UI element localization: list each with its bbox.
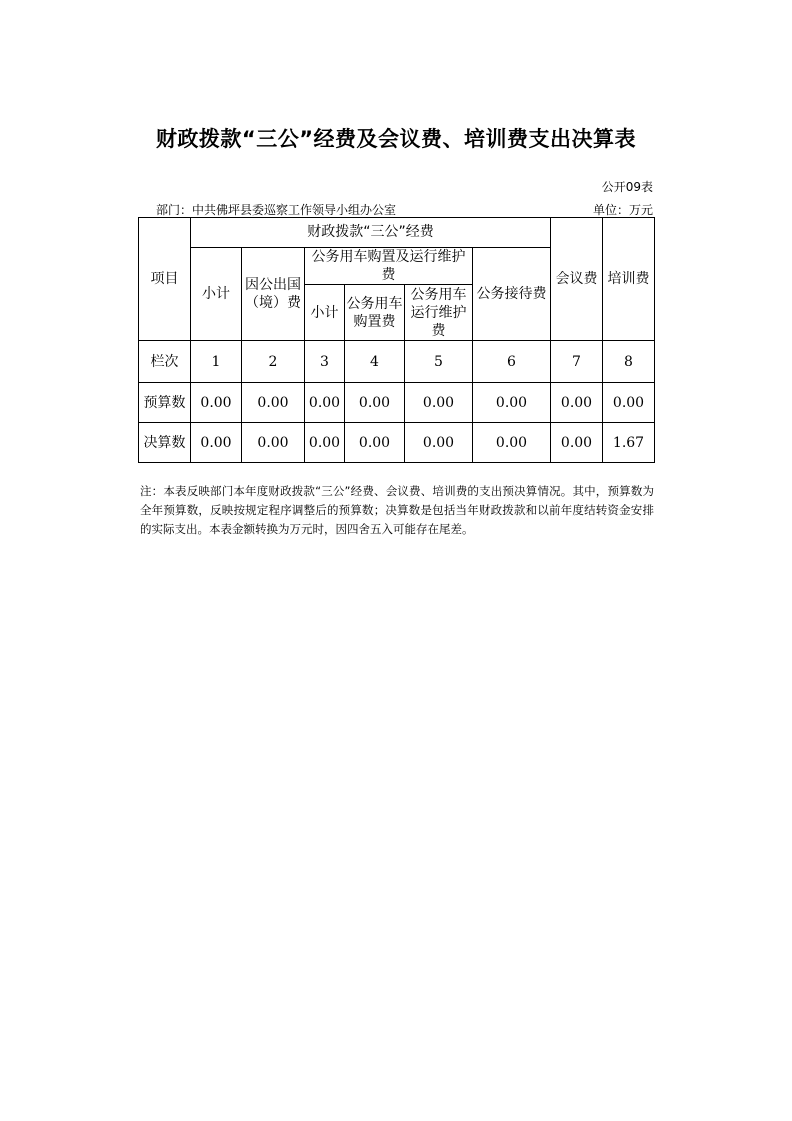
cell-value: 1.67 (603, 423, 655, 463)
cell-value: 0.00 (603, 383, 655, 423)
cell-value: 0.00 (305, 423, 345, 463)
cell-value: 0.00 (242, 423, 305, 463)
column-number: 1 (191, 341, 242, 383)
department-label: 部门：中共佛坪县委巡察工作领导小组办公室 (156, 203, 397, 217)
cell-value: 0.00 (551, 423, 603, 463)
cell-value: 0.00 (473, 383, 551, 423)
table-row (139, 383, 655, 423)
page-title: 财政拨款“三公”经费及会议费、培训费支出决算表 (155, 127, 637, 151)
unit-label: 单位：万元 (592, 203, 653, 217)
column-number: 4 (345, 341, 405, 383)
footnote: 注：本表反映部门本年度财政拨款“三公”经费、会议费、培训费的支出预决算情况。其中，预算数为全年预算数，反映按规定程序调整后的预算数；决算数是包括当年财政拨款和以前年度结转资金安排的实际支出。本表金额转换为万元时，因四舍五入可能存在尾差。 (140, 484, 654, 536)
cell-value: 0.00 (473, 423, 551, 463)
cell-value: 0.00 (305, 383, 345, 423)
form-code: 公开09表 (601, 180, 653, 194)
header-subtotal: 小计 (191, 248, 242, 341)
cell-value: 0.00 (405, 383, 473, 423)
expenditure-table (138, 217, 655, 463)
column-number: 8 (603, 341, 655, 383)
row-label: 决算数 (139, 423, 191, 463)
table-row (139, 423, 655, 463)
row-label: 栏次 (139, 341, 191, 383)
column-number: 5 (405, 341, 473, 383)
column-number: 7 (551, 341, 603, 383)
header-three-public: 财政拨款“三公”经费 (191, 218, 551, 248)
column-number: 3 (305, 341, 345, 383)
table-row (139, 341, 655, 383)
header-meeting: 会议费 (551, 218, 603, 341)
header-reception: 公务接待费 (473, 248, 551, 341)
cell-value: 0.00 (345, 423, 405, 463)
cell-value: 0.00 (345, 383, 405, 423)
header-vehicle-operation: 公务用车运行维护费 (405, 285, 473, 341)
cell-value: 0.00 (191, 423, 242, 463)
header-item: 项目 (139, 218, 191, 341)
column-number: 2 (242, 341, 305, 383)
column-number: 6 (473, 341, 551, 383)
header-abroad: 因公出国（境）费 (242, 248, 305, 341)
cell-value: 0.00 (405, 423, 473, 463)
cell-value: 0.00 (191, 383, 242, 423)
cell-value: 0.00 (551, 383, 603, 423)
cell-value: 0.00 (242, 383, 305, 423)
header-vehicle: 公务用车购置及运行维护费 (305, 248, 473, 285)
header-training: 培训费 (603, 218, 655, 341)
header-vehicle-purchase: 公务用车购置费 (345, 285, 405, 341)
row-label: 预算数 (139, 383, 191, 423)
header-vehicle-subtotal: 小计 (305, 285, 345, 341)
